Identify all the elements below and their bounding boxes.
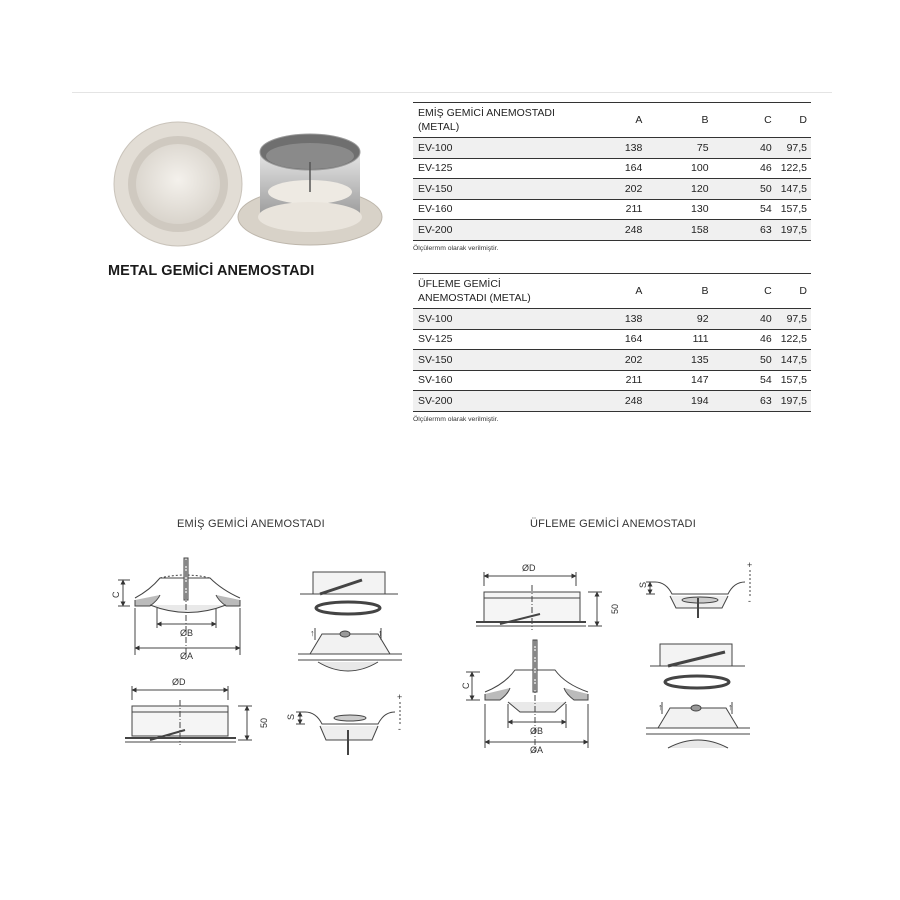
cell-d: 97,5 [776,138,811,159]
supply-rotate-arrow [665,676,729,688]
cell-c: 46 [713,158,776,179]
header-cell-model: ÜFLEME GEMİCİ ANEMOSTADI (METAL) [413,274,568,309]
cell-b: 75 [646,138,712,159]
exhaust-side-view [118,558,240,660]
cell-c: 54 [713,199,776,220]
exhaust-rotate-arrow [316,602,380,614]
cell-a: 164 [568,158,646,179]
cell-d: 147,5 [776,179,811,200]
dim-label-50: 50 [259,717,269,728]
supply-adjust-view [646,570,750,618]
supply-mount-box [650,644,745,666]
cell-b: 100 [646,158,712,179]
cell-b: 147 [646,370,712,391]
cell-b: 111 [646,329,712,350]
cell-model: SV-150 [413,350,568,371]
dim-label-oa: ØA [530,745,544,755]
cell-a: 211 [568,199,646,220]
up-arrow-icon: ↑ [378,628,383,638]
supply-collar-view [476,572,602,630]
cell-c: 50 [713,179,776,200]
cell-model: SV-160 [413,370,568,391]
header-cell-c: C [713,274,776,309]
units-note: Ölçülermm olarak verilmiştir. [413,416,499,423]
cell-d: 197,5 [776,220,811,241]
cell-model: EV-200 [413,220,568,241]
cell-c: 54 [713,370,776,391]
supply-side-view [466,640,588,752]
dim-label-c: C [461,682,471,689]
cell-b: 130 [646,199,712,220]
up-arrow-icon: ↑ [310,628,315,638]
cell-c: 50 [713,350,776,371]
header-cell-b: B [646,274,712,309]
cell-a: 138 [568,309,646,330]
header-cell-c: C [713,103,776,138]
dim-label-od: ØD [172,677,186,687]
cell-c: 46 [713,329,776,350]
exhaust-diagram-title: EMİŞ GEMİCİ ANEMOSTADI [177,518,325,530]
cell-c: 40 [713,138,776,159]
header-cell-model: EMİŞ GEMİCİ ANEMOSTADI (METAL) [413,103,568,138]
up-arrow-icon: ↑ [728,702,733,712]
header-cell-d: D [776,103,811,138]
cell-model: SV-200 [413,391,568,412]
cell-d: 197,5 [776,391,811,412]
up-arrow-icon: ↑ [658,702,663,712]
cell-model: EV-160 [413,199,568,220]
cell-c: 63 [713,391,776,412]
units-note: Ölçülermm olarak verilmiştir. [413,245,499,252]
cell-b: 92 [646,309,712,330]
header-cell-b: B [646,103,712,138]
cell-d: 97,5 [776,309,811,330]
dim-label-ob: ØB [180,628,194,638]
dim-label-s: S [286,713,296,720]
header-cell-a: A [568,103,646,138]
dim-label-plus: + [747,560,753,570]
exhaust-collar-view [125,686,252,745]
dim-label-oa: ØA [180,651,194,661]
dim-label-od: ØD [522,563,536,573]
cell-d: 147,5 [776,350,811,371]
supply-diagram-title: ÜFLEME GEMİCİ ANEMOSTADI [530,518,696,530]
cell-model: EV-150 [413,179,568,200]
exhaust-adjust-view [296,702,400,755]
dim-label-minus: - [748,596,751,606]
cell-d: 157,5 [776,370,811,391]
cell-d: 122,5 [776,158,811,179]
cell-d: 157,5 [776,199,811,220]
cell-a: 138 [568,138,646,159]
cell-b: 194 [646,391,712,412]
cell-model: EV-100 [413,138,568,159]
cell-b: 120 [646,179,712,200]
dim-label-plus: + [397,692,403,702]
dim-label-minus: - [398,724,401,734]
cell-model: SV-125 [413,329,568,350]
header-cell-d: D [776,274,811,309]
cell-a: 202 [568,179,646,200]
cell-a: 248 [568,391,646,412]
cell-d: 122,5 [776,329,811,350]
product-title: METAL GEMİCİ ANEMOSTADI [108,263,315,279]
dim-label-ob: ØB [530,726,544,736]
dim-label-c: C [111,591,121,598]
cell-a: 248 [568,220,646,241]
cell-model: SV-100 [413,309,568,330]
cell-a: 211 [568,370,646,391]
cell-model: EV-125 [413,158,568,179]
cell-a: 202 [568,350,646,371]
exhaust-mount-box [300,572,398,594]
header-cell-a: A [568,274,646,309]
cell-b: 158 [646,220,712,241]
cell-c: 40 [713,309,776,330]
cell-c: 63 [713,220,776,241]
cell-b: 135 [646,350,712,371]
dim-label-s: S [638,581,648,588]
dim-label-50: 50 [610,603,620,614]
cell-a: 164 [568,329,646,350]
